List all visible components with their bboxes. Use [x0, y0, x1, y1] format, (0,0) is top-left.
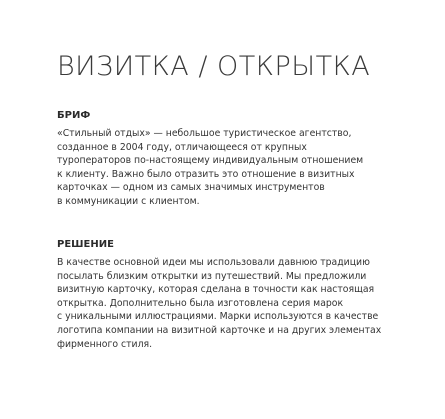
solution-line: открытка. Дополнительно была изготовлена серия марок [57, 297, 344, 309]
solution-paragraph [57, 256, 432, 351]
brief-paragraph [57, 127, 432, 209]
solution-heading: РЕШЕНИЕ [57, 239, 114, 250]
brief-line: к клиенту. Важно было отразить это отношение в визитных [57, 168, 355, 180]
brief-line: в коммуникации с клиентом. [57, 195, 200, 207]
brief-line: созданное в 2004 году, отличающееся от крупных [57, 141, 307, 153]
brief-line: «Стильный отдых» — небольшое туристическое агентство, [57, 128, 352, 139]
brief-line: карточках — одном из самых значимых инструментов [57, 182, 325, 194]
brief-line: туроператоров по-настоящему индивидуальным отношением [57, 155, 364, 167]
solution-line: визитную карточку, которая сделана в точности как настоящая [57, 284, 375, 296]
brief-heading: БРИФ [57, 110, 91, 121]
solution-line: с уникальными иллюстрациями. Марки используются в качестве [57, 311, 379, 323]
solution-line: В качестве основной идеи мы использовали давнюю традицию [57, 257, 370, 268]
page-title: ВИЗИТКА / ОТКРЫТКА [57, 51, 371, 82]
solution-line: логотипа компании на визитной карточке и на других элементах [57, 324, 382, 336]
solution-line: фирменного стиля. [57, 338, 153, 350]
solution-line: посылать близким открытки из путешествий. Мы предложили [57, 270, 367, 282]
